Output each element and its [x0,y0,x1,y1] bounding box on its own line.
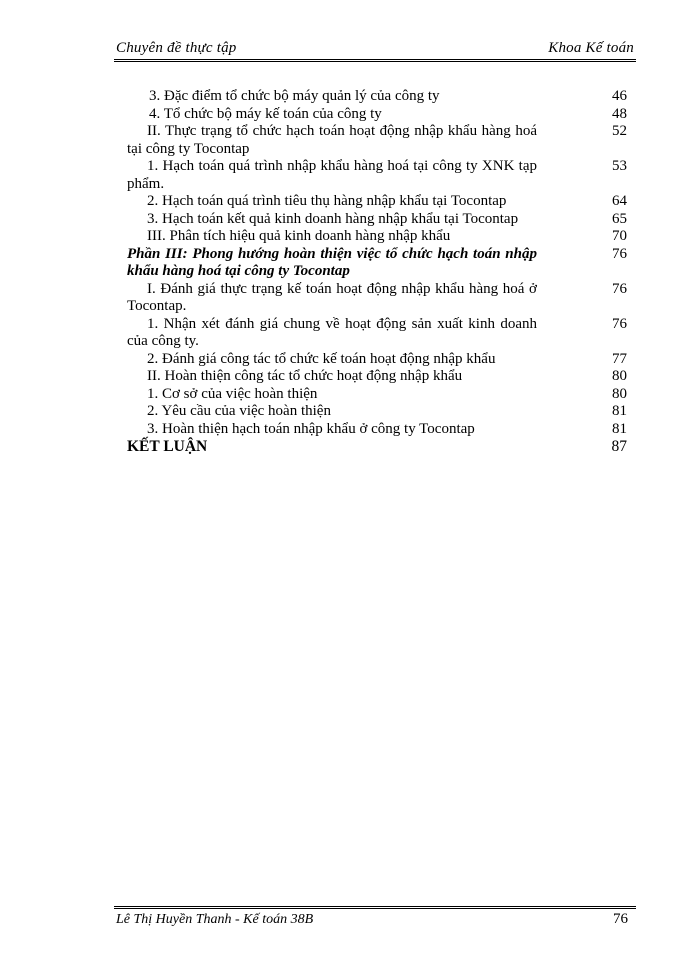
toc-entry-text: 1. Cơ sở của việc hoàn thiện [147,385,318,402]
toc-entry-text: Phần III: Phong hướng hoàn thiện việc tổ chức hạch toán nhập khẩu hàng hoá tại công ty Tocontap [127,245,537,279]
toc-entry [127,211,627,229]
toc-entry [127,228,627,246]
toc-entry-page: 87 [611,438,627,455]
header-department: Khoa Kế toán [548,40,634,56]
toc-entry-text: KẾT LUẬN [127,438,208,455]
toc-entry-text: 2. Đánh giá công tác tổ chức kế toán hoạt động nhập khẩu [147,350,496,367]
toc-entry [127,88,627,106]
toc-entry [127,368,627,386]
toc-entry-text: II. Thực trạng tổ chức hạch toán hoạt động nhập khẩu hàng hoá tại công ty Tocontap [127,123,537,157]
toc-entry-text: 3. Đặc điểm tổ chức bộ máy quản lý của công ty [149,88,440,104]
toc-entry [127,351,627,369]
toc-entry-page: 64 [612,193,627,209]
toc-entry-page: 48 [612,105,627,122]
toc-entry-text: III. Phân tích hiệu quả kinh doanh hàng nhập khẩu [147,228,451,244]
toc-entry-page: 70 [612,228,627,244]
toc-entry-text: 1. Hạch toán quá trình nhập khẩu hàng hoá tại công ty XNK tạp phẩm. [127,158,537,192]
toc-entry-text: 4. Tổ chức bộ máy kế toán của công ty [149,105,382,122]
toc-entry-text: I. Đánh giá thực trạng kế toán hoạt động nhập khẩu hàng hoá ở Tocontap. [127,280,537,314]
toc-entry-page: 76 [612,245,627,262]
toc-entry-page: 65 [612,210,627,227]
table-of-contents [127,88,627,456]
toc-entry-page: 76 [612,280,627,297]
page-footer [114,906,636,932]
toc-entry-page: 81 [612,420,627,437]
toc-entry [127,316,627,351]
toc-entry [127,438,627,456]
footer-author: Lê Thị Huyền Thanh - Kế toán 38B [116,912,314,927]
toc-entry [127,246,627,281]
header-rule [114,59,636,62]
page-header [114,38,636,62]
toc-entry [127,386,627,404]
page-number: 76 [613,911,628,927]
footer-rule [114,906,636,909]
toc-entry [127,421,627,439]
toc-entry-text: II. Hoàn thiện công tác tổ chức hoạt động nhập khẩu [147,368,463,384]
toc-entry-page: 77 [612,350,627,367]
toc-entry-page: 80 [612,385,627,402]
toc-entry-page: 52 [612,123,627,139]
toc-entry [127,403,627,421]
toc-entry-page: 76 [612,315,627,332]
toc-entry-text: 3. Hoàn thiện hạch toán nhập khẩu ở công ty Tocontap [147,420,475,437]
toc-entry [127,158,627,193]
toc-entry-text: 1. Nhận xét đánh giá chung về hoạt động sản xuất kinh doanh của công ty. [127,315,537,349]
toc-entry [127,281,627,316]
toc-entry-page: 53 [612,158,627,174]
toc-entry-text: 2. Hạch toán quá trình tiêu thụ hàng nhập khẩu tại Tocontap [147,193,507,209]
toc-entry [127,193,627,211]
toc-entry-page: 81 [612,403,627,419]
header-title: Chuyên đề thực tập [116,40,237,56]
toc-entry-page: 80 [612,368,627,384]
toc-entry [127,106,627,124]
toc-entry-text: 3. Hạch toán kết quả kinh doanh hàng nhập khẩu tại Tocontap [147,210,519,227]
toc-entry [127,123,627,158]
toc-entry-page: 46 [612,88,627,104]
toc-entry-text: 2. Yêu cầu của việc hoàn thiện [147,403,331,419]
